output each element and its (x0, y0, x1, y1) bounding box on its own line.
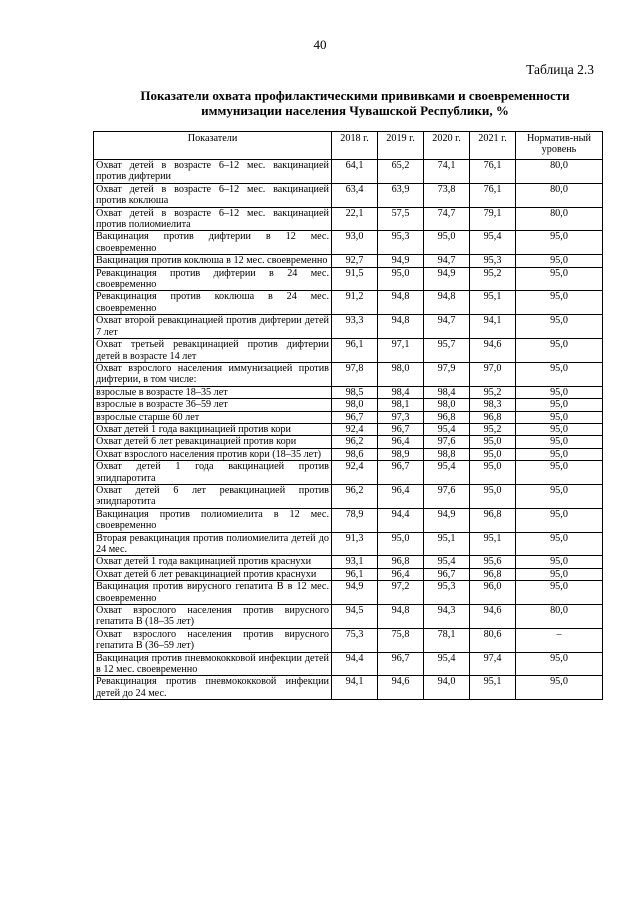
value-2018: 92,7 (332, 255, 378, 267)
value-2019: 97,1 (378, 339, 424, 363)
table-row (94, 267, 603, 291)
value-norm: 95,0 (516, 267, 603, 291)
value-2020: 98,8 (424, 448, 470, 460)
value-norm: 95,0 (516, 676, 603, 700)
value-2021: 97,4 (470, 652, 516, 676)
value-norm: 95,0 (516, 568, 603, 580)
value-2020: 94,9 (424, 508, 470, 532)
indicator-label: Охват взрослого населения против вирусного гепатита В (36–59 лет) (94, 628, 332, 652)
value-2019: 98,9 (378, 448, 424, 460)
header-2021: 2021 г. (470, 132, 516, 160)
value-2018: 78,9 (332, 508, 378, 532)
indicator-label: взрослые старше 60 лет (94, 411, 332, 423)
value-2019: 97,3 (378, 411, 424, 423)
value-2021: 79,1 (470, 207, 516, 231)
value-2021: 95,3 (470, 255, 516, 267)
value-2018: 98,5 (332, 386, 378, 398)
value-norm: – (516, 628, 603, 652)
header-2019: 2019 г. (378, 132, 424, 160)
header-indicator: Показатели (94, 132, 332, 160)
value-2020: 95,1 (424, 532, 470, 556)
indicator-label: Вакцинация против пневмококковой инфекции детей в 12 мес. своевременно (94, 652, 332, 676)
value-norm: 95,0 (516, 581, 603, 605)
value-2020: 74,7 (424, 207, 470, 231)
value-2018: 98,6 (332, 448, 378, 460)
value-norm: 95,0 (516, 556, 603, 568)
value-norm: 95,0 (516, 399, 603, 411)
value-norm: 80,0 (516, 605, 603, 629)
value-2018: 93,3 (332, 315, 378, 339)
value-norm: 95,0 (516, 386, 603, 398)
value-2018: 96,1 (332, 568, 378, 580)
value-norm: 95,0 (516, 532, 603, 556)
value-2018: 96,2 (332, 484, 378, 508)
value-2021: 95,1 (470, 676, 516, 700)
value-2018: 91,5 (332, 267, 378, 291)
value-2020: 95,7 (424, 339, 470, 363)
indicator-label: Охват детей 6 лет ревакцинацией против эпидпаротита (94, 484, 332, 508)
value-2020: 94,9 (424, 267, 470, 291)
table-row (94, 315, 603, 339)
value-2019: 57,5 (378, 207, 424, 231)
value-2018: 91,3 (332, 532, 378, 556)
value-2018: 94,4 (332, 652, 378, 676)
value-2021: 76,1 (470, 183, 516, 207)
value-norm: 80,0 (516, 160, 603, 184)
value-norm: 95,0 (516, 484, 603, 508)
value-2019: 95,3 (378, 231, 424, 255)
value-2020: 96,8 (424, 411, 470, 423)
value-2021: 80,6 (470, 628, 516, 652)
value-2019: 94,4 (378, 508, 424, 532)
table-row (94, 399, 603, 411)
table-row (94, 436, 603, 448)
value-2021: 95,1 (470, 291, 516, 315)
indicator-label: Охват детей 6 лет ревакцинацией против кори (94, 436, 332, 448)
value-2019: 94,9 (378, 255, 424, 267)
table-row (94, 628, 603, 652)
value-norm: 95,0 (516, 461, 603, 485)
header-2020: 2020 г. (424, 132, 470, 160)
value-2020: 95,4 (424, 652, 470, 676)
value-2020: 95,4 (424, 423, 470, 435)
value-2019: 94,8 (378, 605, 424, 629)
indicator-label: Охват детей 6 лет ревакцинацией против краснухи (94, 568, 332, 580)
value-norm: 95,0 (516, 448, 603, 460)
value-norm: 80,0 (516, 183, 603, 207)
value-2019: 96,7 (378, 423, 424, 435)
value-2020: 94,8 (424, 291, 470, 315)
value-2021: 94,6 (470, 339, 516, 363)
table-row (94, 386, 603, 398)
value-norm: 95,0 (516, 423, 603, 435)
value-2018: 96,1 (332, 339, 378, 363)
value-2019: 95,0 (378, 532, 424, 556)
value-norm: 95,0 (516, 255, 603, 267)
table-row (94, 556, 603, 568)
value-2021: 95,2 (470, 386, 516, 398)
value-norm: 95,0 (516, 362, 603, 386)
indicator-label: Охват детей 1 года вакцинацией против эпидпаротита (94, 461, 332, 485)
value-2021: 95,0 (470, 484, 516, 508)
value-2019: 94,8 (378, 291, 424, 315)
indicator-label: Вторая ревакцинация против полиомиелита детей до 24 мес. (94, 532, 332, 556)
header-norm: Норматив-ный уровень (516, 132, 603, 160)
value-2020: 94,7 (424, 255, 470, 267)
value-2020: 95,4 (424, 556, 470, 568)
value-2018: 93,1 (332, 556, 378, 568)
value-2019: 95,0 (378, 267, 424, 291)
table-title-line-1: Показатели охвата профилактическими прививками и своевременности (140, 88, 570, 103)
value-2021: 98,3 (470, 399, 516, 411)
indicator-label: Охват взрослого населения против вирусного гепатита В (18–35 лет) (94, 605, 332, 629)
value-2019: 98,1 (378, 399, 424, 411)
value-2019: 96,4 (378, 484, 424, 508)
indicator-label: Ревакцинация против дифтерии в 24 мес. своевременно (94, 267, 332, 291)
value-2019: 96,4 (378, 568, 424, 580)
value-norm: 95,0 (516, 652, 603, 676)
header-row (94, 132, 603, 160)
value-2020: 97,6 (424, 436, 470, 448)
table-row (94, 183, 603, 207)
indicator-label: Охват детей 1 года вакцинацией против кори (94, 423, 332, 435)
header-2018: 2018 г. (332, 132, 378, 160)
value-2018: 64,1 (332, 160, 378, 184)
indicator-label: Охват третьей ревакцинацией против дифтерии детей в возрасте 14 лет (94, 339, 332, 363)
value-norm: 95,0 (516, 339, 603, 363)
indicator-label: Вакцинация против вирусного гепатита В в 12 мес. своевременно (94, 581, 332, 605)
value-2021: 95,0 (470, 448, 516, 460)
indicator-label: Вакцинация против коклюша в 12 мес. своевременно (94, 255, 332, 267)
table-row (94, 231, 603, 255)
value-norm: 95,0 (516, 508, 603, 532)
table-body (94, 160, 603, 700)
table-title-line-2: иммунизации населения Чувашской Республики, % (201, 103, 509, 118)
value-2019: 97,2 (378, 581, 424, 605)
value-2018: 97,8 (332, 362, 378, 386)
indicator-label: Охват детей в возрасте 6–12 мес. вакцинацией против полиомиелита (94, 207, 332, 231)
value-2021: 96,0 (470, 581, 516, 605)
table-row (94, 448, 603, 460)
value-norm: 80,0 (516, 207, 603, 231)
indicator-label: Вакцинация против дифтерии в 12 мес. своевременно (94, 231, 332, 255)
value-2018: 22,1 (332, 207, 378, 231)
value-2018: 96,7 (332, 411, 378, 423)
indicator-label: взрослые в возрасте 18–35 лет (94, 386, 332, 398)
value-2020: 98,4 (424, 386, 470, 398)
value-2020: 98,0 (424, 399, 470, 411)
value-2018: 98,0 (332, 399, 378, 411)
value-2020: 74,1 (424, 160, 470, 184)
value-norm: 95,0 (516, 436, 603, 448)
value-2021: 95,2 (470, 267, 516, 291)
value-norm: 95,0 (516, 291, 603, 315)
value-2020: 95,0 (424, 231, 470, 255)
value-2021: 97,0 (470, 362, 516, 386)
value-norm: 95,0 (516, 411, 603, 423)
table-row (94, 568, 603, 580)
table-row (94, 160, 603, 184)
indicator-label: Охват детей в возрасте 6–12 мес. вакцинацией против дифтерии (94, 160, 332, 184)
value-norm: 95,0 (516, 315, 603, 339)
value-2018: 92,4 (332, 461, 378, 485)
value-2018: 63,4 (332, 183, 378, 207)
value-2020: 78,1 (424, 628, 470, 652)
value-2019: 98,4 (378, 386, 424, 398)
value-2019: 98,0 (378, 362, 424, 386)
value-2018: 94,5 (332, 605, 378, 629)
page-number: 40 (313, 37, 327, 52)
value-2019: 94,6 (378, 676, 424, 700)
table-row (94, 339, 603, 363)
value-2019: 96,4 (378, 436, 424, 448)
table-row (94, 581, 603, 605)
value-2018: 92,4 (332, 423, 378, 435)
table-row (94, 291, 603, 315)
value-2020: 94,7 (424, 315, 470, 339)
table-title (95, 88, 615, 118)
value-2019: 96,8 (378, 556, 424, 568)
value-2018: 91,2 (332, 291, 378, 315)
value-2020: 97,6 (424, 484, 470, 508)
value-2020: 95,4 (424, 461, 470, 485)
table-label: Таблица 2.3 (526, 62, 594, 77)
table-row (94, 508, 603, 532)
indicator-label: Охват второй ревакцинацией против дифтерии детей 7 лет (94, 315, 332, 339)
indicator-label: Ревакцинация против пневмококковой инфекции детей до 24 мес. (94, 676, 332, 700)
table-row (94, 255, 603, 267)
value-2021: 95,2 (470, 423, 516, 435)
value-2018: 96,2 (332, 436, 378, 448)
value-2020: 96,7 (424, 568, 470, 580)
value-2020: 94,0 (424, 676, 470, 700)
table-row (94, 676, 603, 700)
indicator-label: Вакцинация против полиомиелита в 12 мес. своевременно (94, 508, 332, 532)
value-2021: 95,0 (470, 436, 516, 448)
value-2021: 76,1 (470, 160, 516, 184)
value-2021: 95,1 (470, 532, 516, 556)
table-row (94, 652, 603, 676)
indicator-label: Охват детей в возрасте 6–12 мес. вакцинацией против коклюша (94, 183, 332, 207)
value-2018: 94,1 (332, 676, 378, 700)
value-2018: 93,0 (332, 231, 378, 255)
value-2021: 95,4 (470, 231, 516, 255)
value-2019: 96,7 (378, 652, 424, 676)
value-2018: 75,3 (332, 628, 378, 652)
value-2019: 96,7 (378, 461, 424, 485)
indicator-label: Охват взрослого населения иммунизацией против дифтерии, в том числе: (94, 362, 332, 386)
value-2021: 94,1 (470, 315, 516, 339)
value-norm: 95,0 (516, 231, 603, 255)
table-row (94, 362, 603, 386)
value-2021: 96,8 (470, 411, 516, 423)
table-row (94, 207, 603, 231)
table-row (94, 532, 603, 556)
value-2021: 95,6 (470, 556, 516, 568)
value-2020: 94,3 (424, 605, 470, 629)
value-2019: 65,2 (378, 160, 424, 184)
value-2020: 95,3 (424, 581, 470, 605)
value-2021: 95,0 (470, 461, 516, 485)
table-row (94, 461, 603, 485)
table-row (94, 423, 603, 435)
value-2018: 94,9 (332, 581, 378, 605)
indicator-label: взрослые в возрасте 36–59 лет (94, 399, 332, 411)
table-row (94, 605, 603, 629)
indicator-label: Охват детей 1 года вакцинацией против краснухи (94, 556, 332, 568)
indicator-label: Ревакцинация против коклюша в 24 мес. своевременно (94, 291, 332, 315)
value-2021: 94,6 (470, 605, 516, 629)
value-2019: 75,8 (378, 628, 424, 652)
table-row (94, 484, 603, 508)
table-row (94, 411, 603, 423)
value-2019: 63,9 (378, 183, 424, 207)
indicator-label: Охват взрослого населения против кори (18–35 лет) (94, 448, 332, 460)
value-2021: 96,8 (470, 568, 516, 580)
value-2020: 97,9 (424, 362, 470, 386)
value-2021: 96,8 (470, 508, 516, 532)
value-2019: 94,8 (378, 315, 424, 339)
immunization-table (93, 131, 603, 700)
value-2020: 73,8 (424, 183, 470, 207)
